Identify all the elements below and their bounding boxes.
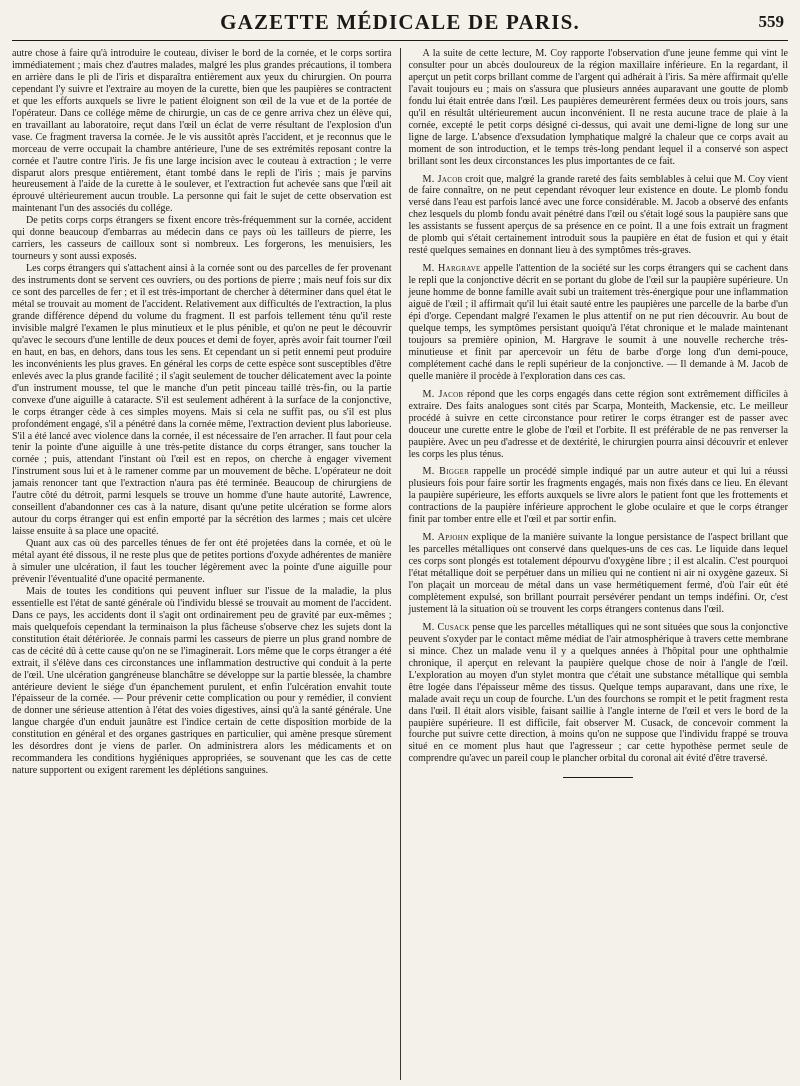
paragraph <box>409 622 789 765</box>
right-column <box>402 48 789 1080</box>
paragraph <box>409 532 789 616</box>
paragraph: Mais de toutes les conditions qui peuvent influer sur l'issue de la maladie, la plus essentielle est l'état de santé générale où l'individu blessé se trouvait au moment de l'accident. Dans ce pays, les accidents dont il s'agit ont ordinairement peu de gravité par eux-mêmes ; mais quelquefois cependant la terminaison la plus fâcheuse s'observe chez les sujets dont la constitution était détériorée. Je connais parmi les casseurs de pierre un plus grand nombre de cas de cécité dû à cette cause qu'on ne se l'imaginerait. Lors même que le corps étranger a été extrait, il s'élève dans ces circonstances une inflammation destructive qui conduit à la perte de l'œil. Une ulcération gangréneuse blanchâtre se développe sur la partie blessée, la chambre antérieure devient le siége d'un épanchement purulent, et enfin l'ulcération envahit toute l'épaisseur de la cornée. — Pour prévenir cette complication ou pour y remédier, il convient de donner une sérieuse attention à l'état des voies digestives, ainsi qu'à la santé générale. Une langue chargée d'un enduit jaunâtre est l'indice certain de cette disposition morbide de la constitution en général et des organes gastriques en particulier, qui amène presque sûrement les désordres dont je viens de parler. On administrera alors les médicaments et on recommandera les conditions hygiéniques appropriées, se souvenant que les cas de cette nature supportent ou exigent rarement les déplétions sanguines. <box>12 585 392 777</box>
paragraph-text: pense que les parcelles métalliques qui ne sont situées que sous la conjonctive peuvent s'oxyder par le contact même médiat de l'air atmosphérique à travers cette membrane si mince. Chez un malade venu il y a quelques années à l'hôpital pour une ophthalmie chronique, il aperçut en relevant la paupière quelque chose de noir à l'angle de l'œil. L'exploration au moyen d'un stylet montra que c'était une substance métallique qui sembla être logée dans l'épaisseur même des tissus. Quelque temps auparavant, dans une rixe, le malade avait reçu un coup de fourche. L'un des fourchons se rompit et le petit fragment resta dans l'œil. Il était alors visible, faisant saillie à l'angle interne de l'œil et vers le bord de la paupière supérieure. Il est difficile, fait observer M. Cusack, de concevoir comment la fourche put suivre cette direction, à moins qu'on ne suppose que l'individu frappé se trouva situé en ce moment plus haut que l'agresseur ; car cette hypothèse permet seule de comprendre qu'avec un pareil coup le plancher orbital du coronal ait évité d'être traversé. <box>408 621 788 765</box>
paragraph <box>409 48 789 168</box>
section-end-rule <box>563 777 633 778</box>
paragraph <box>409 466 789 526</box>
paragraph-text: croit que, malgré la grande rareté des faits semblables à celui que M. Coy vient de faire connaître, on ne peut cependant révoquer leur existence en doute. Le plomb fondu versé dans l'eau est parfois lancé avec une force considérable. M. Jacob a observé des enfants chez lesquels du plomb fondu avait pénétré dans l'œil ou s'était logé sous la paupière sans que les assistants se fussent aperçus de sa présence en ce point. Il a une fois extrait un fragment de plomb qui s'était certainement introduit sous la paupière en état de fusion et qui y était resté quelques semaines en donnant lieu à des symptômes très-graves. <box>408 173 788 257</box>
paragraph <box>409 174 789 258</box>
paragraph-text: A la suite de cette lecture, M. Coy rapporte l'observation d'une jeune femme qui vint le consulter pour un abcès douloureux de la région maxillaire inférieure. En la regardant, il aperçut un petit corps brillant comme de l'argent qui adhérait à l'iris. Sa mère affirmait qu'elle l'avait toujours eu ; mais on s'assura que plusieurs années auparavant une goutte de plomb fondu lui était entrée dans l'œil. Les paupières demeurèrent fermées deux ou trois jours, sans qu'il en résultât ultérieurement aucun inconvénient. Il ne resta aucune trace de plaie à la cornée, excepté le petit corps désigné ci-dessus, qui avait une demi-ligne de long sur une ligne de large. L'absence d'exsudation lymphatique malgré la chaleur que ce corps avait au moment de son introduction, et le temps très-long pendant lequel il a conservé son aspect brillant sont les deux circonstances les plus importantes de ce fait. <box>408 48 788 167</box>
paragraph-text: rappelle un procédé simple indiqué par un autre auteur et qui lui a réussi plusieurs fois pour faire sortir les fragments engagés, mais non fixés dans ce lieu. En élevant la paupière supérieure, les efforts auxquels se livre alors le patient font que les frottements et contractions de la paupière inférieure approchent le globe oculaire et que le corps étranger finit par tomber entre elle et l'œil et par sortir enfin. <box>408 466 788 526</box>
speaker-name: M. Hargrave <box>422 263 481 275</box>
paragraph-text: répond que les corps engagés dans cette région sont extrêmement difficiles à extraire. Des faits analogues sont cités par Scarpa, Monteith, Mackensie, etc. Le meilleur procédé à suivre en cette circonstance pour retirer le corps étranger est de passer avec douceur une curette entre le globe de l'œil et l'orbite. Il est préférable de ne pas renverser la paupière. Avec un peu d'adresse et de dextérité, le chirurgien pourra ainsi découvrir et enlever les corps les plus ténus. <box>408 388 788 460</box>
speaker-name: M. Bigger <box>422 466 470 478</box>
page-number: 559 <box>758 12 784 31</box>
paragraph-text: appelle l'attention de la société sur les corps étrangers qui se cachent dans le repli que la conjonctive décrit en se portant du globe de l'œil sur la paupière supérieure. Un jeune homme de bonne famille avait subi un traitement très-énergique pour une inflammation aiguë de l'œil ; il affirmait qu'il lui était sauté entre les paupières une parcelle de la barbe d'un épi d'orge. Cependant malgré l'examen le plus attentif on ne put rien découvrir. Au bout de quelque temps, les symptômes persistant quoiqu'à l'état chronique et le malade maintenant toujours sa première opinion, M. Hargrave le soumit à une nouvelle recherche très-minutieuse et finit par apercevoir un fétu de barbe d'orge long d'un demi-pouce, complétement caché dans le repli supérieur de la conjonctive. — Il demande à M. Jacob de quelle manière il procède à l'exploration dans ces cas. <box>408 263 788 382</box>
paragraph: De petits corps corps étrangers se fixent encore très-fréquemment sur la cornée, accident qui donne beaucoup d'embarras au médecin dans ce pays où les tailleurs de pierre, les carriers, les casseurs de cailloux sont si nombreux. Les forgerons, les menuisiers, les tourneurs y sont aussi exposés. <box>12 215 392 263</box>
paragraph: autre chose à faire qu'à introduire le couteau, diviser le bord de la cornée, et le corps sortira immédiatement ; mais chez d'autres malades, malgré les plus grandes précautions, il tombera en arrière dans le pli de l'iris et disparaîtra entièrement aux yeux du chirurgien. On pourra cependant l'y suivre et l'extraire au moyen de la curette, bien que les paupières se contractent et que les efforts auxquels se livre le patient éloignent son œil de la vue et de la portée de l'opérateur. Dans ce collége même de chirurgie, un cas de ce genre arriva chez un élève qui, en travaillant au laboratoire, reçut dans l'œil un éclat de verre résultant de l'explosion d'un vase. Ce fragment traversa la cornée. Je le vis aussitôt après l'accident, et je reconnus que le morceau de verre occupait la chambre antérieure, l'une de ses extrémités reposant contre la cornée et l'autre contre l'iris. Je fis une large incision avec le couteau à extraction ; le verre disparut alors presque entièrement, étant tombé dans le repli de l'iris ; mais je parvins heureusement à l'aide de la curette à le soulever, et l'extraction fut achevée sans que l'œil ait éprouvé ultérieurement aucun trouble. La personne qui fait le sujet de cette observation est maintenant l'un des associés du collége. <box>12 48 392 215</box>
paragraph: Les corps étrangers qui s'attachent ainsi à la cornée sont ou des parcelles de fer provenant des instruments dont se servent ces ouvriers, ou des portions de pierre ; mais neuf fois sur dix ce sont des parcelles de fer ; et il est très-important de chercher à déterminer dans quel état le métal se trouvait au moment de l'accident. Relativement aux difficultés de l'extraction, la plus grande différence dépend du volume du fragment. Il est parfois tellement ténu qu'il reste invisible malgré l'examen le plus minutieux et le plus pénible, et qu'on ne peut le découvrir qu'avec le secours d'une lentille de deux pouces et demi de foyer, après avoir fait tourner l'œil en haut, en bas, en dehors, dans tous les sens. Et cependant un si petit ennemi peut produire les inconvénients les plus graves. En général les corps de cette espèce sont susceptibles d'être enlevés avec la plus grande facilité ; il s'agit seulement de toucher délicatement avec la pointe d'un instrument mousse, tel que le manche d'un petit pinceau taillé très-fin, ou la partie convexe d'une aiguille à cataracte. S'il est seulement adhérent à la surface de la conjonctive, le corps étranger cède à ces simples moyens. Mais si cela ne suffit pas, ou s'il est plus profondément engagé, s'il a pénétré dans la cornée même, l'extraction devient plus laborieuse. S'il a été lancé avec violence dans la cornée, il est nécessaire de l'en arracher. Il faut pour cela tenir la pointe d'une aiguille à une très-petite distance du corps étranger, sans toucher la cornée ; puis, attendant l'instant où l'œil est en repos, on cherche à engager vivement l'instrument sous lui et à le ramener comme par un mouvement de bêche. L'opérateur ne doit jamais renoncer tant que l'extraction n'aura pas été terminée. Beaucoup de chirurgiens de l'autre côté du détroit, parmi lesquels se trouve un homme d'une haute autorité, Lawrence, conseillent d'abandonner ces cas à la nature, disant qu'une petite ulcération se forme alors autour du corps étranger qui est enfin emporté par la sécrétion des larmes ; mais cet ulcère laisse ensuite à sa place une opacité. <box>12 263 392 538</box>
left-column <box>12 48 399 1080</box>
speaker-name: M. Apjohn <box>422 532 469 544</box>
masthead <box>12 6 788 41</box>
paragraph: Quant aux cas où des parcelles ténues de fer ont été projetées dans la cornée, et où le métal ayant été dissous, il ne reste plus que de petites portions d'oxyde adhérentes de manière à simuler une ulcération, il faut les toucher légèrement avec la pointe d'une aiguille pour prévenir l'éventualité d'une opacité permanente. <box>12 538 392 585</box>
paragraph <box>409 389 789 461</box>
text-columns <box>12 48 788 1080</box>
journal-title: GAZETTE MÉDICALE DE PARIS. <box>220 10 580 34</box>
column-divider <box>400 48 401 1080</box>
speaker-name: M. Cusack <box>422 621 470 633</box>
speaker-name: M. Jacob <box>422 173 463 185</box>
paragraph-text: explique de la manière suivante la longue persistance de l'aspect brillant que les parcelles métalliques ont conservé dans quelques-uns de ces cas. Le liquide dans lequel ces corps sont plongés est totalement dépourvu d'oxygène libre ; il est alcalin. C'est pourquoi l'état métallique doit se perpétuer dans un milieu qui ne contient ni air ni oxygène gazeux. Si l'on plaçait un morceau de métal dans un vase hermétiquement fermé, d'où l'air eût été complètement expulsé, son brillant pourrait persévérer pendant un temps indéfini. Or, c'est justement là la situation où se trouvent les corps étrangers contenus dans l'œil. <box>408 532 788 615</box>
paragraph <box>409 263 789 383</box>
newspaper-page <box>12 6 788 1080</box>
speaker-name: M. Jacob <box>422 388 464 400</box>
